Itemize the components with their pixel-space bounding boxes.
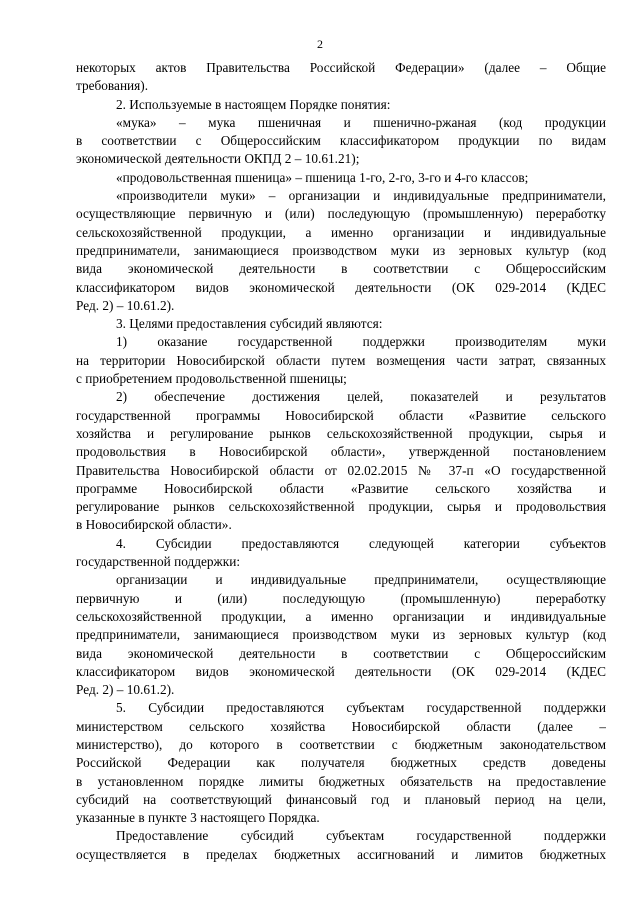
text-line: Предоставление субсидий субъектам государственной поддержки — [116, 828, 606, 844]
text-line: хозяйства и регулирование рынков сельскохозяйственной продукции, сырья и — [76, 425, 606, 441]
text-line: указанные в пункте 3 настоящего Порядка. — [76, 810, 320, 826]
text-line: предприниматели, занимающиеся производством муки из зерновых культур (код — [76, 242, 606, 258]
text-line: государственной поддержки: — [76, 554, 241, 570]
text-line: на территории Новосибирской области путем возмещения части затрат, связанных — [76, 352, 606, 368]
text-line: Ред. 2) – 10.61.2). — [76, 297, 175, 313]
text-line: осуществляется в пределах бюджетных ассигнований и лимитов бюджетных — [76, 846, 606, 862]
text-line: «продовольственная пшеница» – пшеница 1-го, 2-го, 3-го и 4-го классов; — [116, 169, 529, 185]
text-line: 4. Субсидии предоставляются следующей категории субъектов — [116, 535, 606, 551]
text-line: государственной программы Новосибирской области «Развитие сельского — [76, 407, 606, 423]
text-line: субсидий на соответствующий финансовый год и плановый период на цели, — [76, 791, 606, 807]
text-line: 2) обеспечение достижения целей, показателей и результатов — [116, 389, 606, 405]
text-line: 2. Используемые в настоящем Порядке понятия: — [116, 96, 391, 112]
text-line: экономической деятельности ОКПД 2 – 10.61.21); — [76, 151, 360, 167]
text-line: требования). — [76, 78, 149, 94]
page-number: 2 — [317, 37, 323, 51]
text-line: классификатором видов экономической деятельности (ОК 029-2014 (КДЕС — [76, 279, 606, 295]
text-line: Правительства Новосибирской области от 02.02.2015 № 37-п «О государственной — [76, 462, 606, 478]
text-line: министерство), до которого в соответствии с бюджетным законодательством — [76, 736, 606, 752]
text-line: Ред. 2) – 10.61.2). — [76, 682, 175, 698]
text-line: вида экономической деятельности в соответствии с Общероссийским — [76, 261, 606, 277]
text-line: сельскохозяйственной продукции, а именно организации и индивидуальные — [76, 224, 606, 240]
text-line: в соответствии с Общероссийским классификатором продукции по видам — [76, 133, 606, 149]
text-line: министерством сельского хозяйства Новосибирской области (далее – — [76, 718, 606, 734]
text-line: некоторых актов Правительства Российской Федерации» (далее – Общие — [76, 60, 606, 75]
text-line: продовольствия в Новосибирской области», утвержденной постановлением — [76, 444, 606, 460]
text-line: с приобретением продовольственной пшеницы; — [76, 371, 347, 387]
text-line: «производители муки» – организации и индивидуальные предприниматели, — [116, 188, 606, 204]
text-line: в Новосибирской области». — [76, 517, 232, 533]
text-line: «мука» – мука пшеничная и пшенично-ржаная (код продукции — [116, 114, 606, 130]
text-line: 5. Субсидии предоставляются субъектам государственной поддержки — [116, 700, 606, 716]
text-line: осуществляющие первичную и (или) последующую (промышленную) переработку — [76, 206, 606, 222]
text-line: программе Новосибирской области «Развитие сельского хозяйства и — [76, 480, 606, 496]
text-line: вида экономической деятельности в соответствии с Общероссийским — [76, 645, 606, 661]
text-line: предприниматели, занимающиеся производством муки из зерновых культур (код — [76, 627, 606, 643]
text-line: Российской Федерации как получателя бюджетных средств доведены — [76, 755, 606, 771]
text-line: первичную и (или) последующую (промышленную) переработку — [76, 590, 606, 606]
text-line: в установленном порядке лимиты бюджетных обязательств на предоставление — [76, 773, 606, 789]
text-line: сельскохозяйственной продукции, а именно организации и индивидуальные — [76, 608, 606, 624]
document-body — [76, 59, 606, 864]
text-line: 3. Целями предоставления субсидий являются: — [116, 316, 383, 332]
text-line: классификатором видов экономической деятельности (ОК 029-2014 (КДЕС — [76, 663, 606, 679]
text-line: 1) оказание государственной поддержки производителям муки — [116, 334, 606, 350]
text-line: регулирование рынков сельскохозяйственной продукции, сырья и продовольствия — [76, 499, 606, 515]
text-line: организации и индивидуальные предприниматели, осуществляющие — [116, 572, 606, 588]
